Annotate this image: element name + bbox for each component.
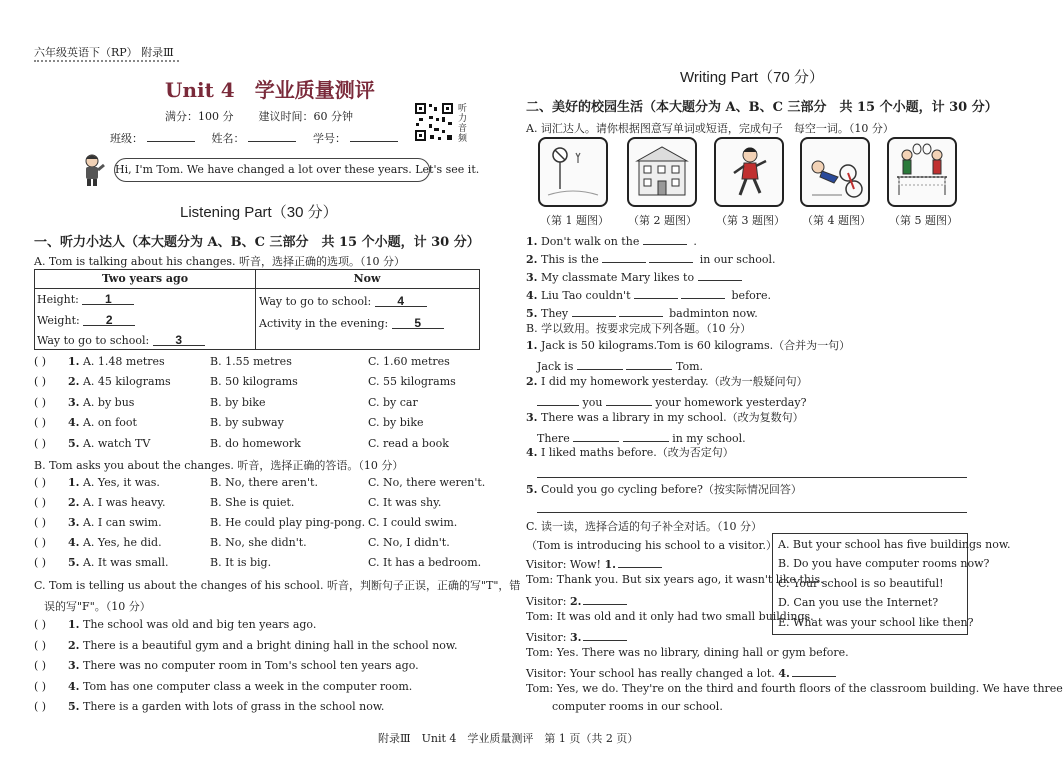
option-b-cell[interactable] [210,375,298,389]
picture-4 [800,137,870,207]
activity-blank[interactable] [392,316,444,329]
number-field[interactable] [350,129,398,142]
option-a: A. on foot [82,416,137,430]
q-num: 2. [526,375,538,388]
answer-blank[interactable] [618,555,662,568]
option-b: B. 1.55 metres [210,355,292,368]
writing-section-title: 二、美好的校园生活（本大题分为 A、B、C 三部分 共 15 个小题，计 30 分） [526,100,998,115]
question-row [34,496,166,510]
fill-question-row [526,268,745,285]
q-text: Tom has one computer class a week in the computer room. [82,679,413,693]
q-num: 1. [68,476,80,489]
answer-blank[interactable] [681,286,725,299]
height-blank[interactable] [82,292,134,305]
q-num: 5. [68,556,80,569]
dialog-line [552,700,723,714]
q-text: There was a library in my school.（改为复数句） [540,411,804,424]
writing-b-a3 [537,429,746,446]
fill-question-row [526,232,697,249]
answer-blank[interactable] [623,429,669,442]
book-tag [34,44,174,60]
picture-caption: （第 4 题图） [802,214,871,227]
answer-blank[interactable] [634,286,678,299]
answer-paren[interactable]: ( ) [34,416,47,430]
option-c-cell[interactable] [368,416,424,430]
dialog-line [526,628,627,645]
option-c: C. 55 kilograms [368,375,456,389]
answer-blank[interactable] [619,304,663,317]
option-c-cell[interactable] [368,476,485,490]
option-c-cell[interactable] [368,516,457,530]
option-b: B. do homework [210,436,301,450]
dialog-line [526,682,1063,696]
q-text: My classmate Mary likes to [540,271,695,284]
way-now-num: 4 [397,294,405,308]
q-num: 5. [68,436,80,450]
girl-running-icon [716,139,782,205]
question-row [34,700,384,714]
dialog-text: Tom: It was old and it only had two small buildings. [526,610,814,623]
way-past-blank[interactable] [153,333,205,346]
a-text: Tom. [675,360,704,373]
option-c-cell[interactable] [368,355,450,369]
answer-blank[interactable] [583,628,627,641]
answer-blank[interactable] [577,357,623,370]
table-right-row [259,294,427,308]
option-b-cell[interactable] [210,556,271,570]
answer-blank[interactable] [606,393,652,406]
picture-3 [714,137,784,207]
q-num: 3. [68,516,80,529]
a-text: There [537,432,570,445]
option-c: C. 1.60 metres [368,355,450,368]
q-text: The school was old and big ten years ago. [82,618,317,631]
q-num: 2. [68,638,80,652]
question-row [34,396,134,410]
table-header-left: Two years ago [35,270,256,289]
table-divider [255,288,256,349]
boy-icon [78,153,106,187]
dialog-text: Tom: Yes. There was no library, dining hall or gym before. [526,646,849,659]
option-a: A. by bus [82,395,135,409]
activity-num: 5 [414,316,422,330]
q-num: 5. [526,307,538,320]
q-num: 2. [68,375,80,389]
question-row [34,416,137,430]
dialog-line [526,664,836,681]
q-num: 3. [526,411,538,424]
q-num: 1. [526,339,538,352]
option-c: C. I could swim. [368,516,458,529]
option-b-cell[interactable] [210,416,284,430]
book-tag-text: 六年级英语下（RP） 附录Ⅲ [34,46,174,59]
q-text: badminton now. [669,307,758,320]
option-a: A. It was small. [82,556,169,569]
name-field[interactable] [248,129,296,142]
writing-b-a1 [537,357,703,374]
dialog-line [526,646,849,660]
option-item[interactable]: D. Can you use the Internet? [778,596,939,610]
table-left-row [37,292,134,306]
listening-a-instruction: A. Tom is talking about his changes. 听音，选择正确的选项。（10 分） [34,255,405,268]
option-item[interactable]: E. What was your school like then? [778,615,974,629]
option-c-cell[interactable] [368,396,418,410]
boy-illustration [78,153,106,187]
height-label: Height: [37,293,79,306]
option-b: B. It is big. [210,556,272,569]
answer-blank[interactable] [602,250,646,263]
writing-b-q5 [526,483,802,497]
class-label: 班级： [110,132,143,145]
q-num: 4. [68,679,80,693]
way-now-label: Way to go to school: [259,295,372,308]
suggested-time: 建议时间：60 分钟 [258,110,353,123]
q-text: I did my homework yesterday.（改为一般疑问句） [540,375,808,388]
option-c-cell[interactable] [368,496,441,510]
option-c: C. read a book [368,436,449,450]
changes-table [34,269,480,350]
question-row [34,437,150,451]
option-b-cell[interactable] [210,476,318,490]
q-num: 4. [778,667,790,680]
height-num: 1 [105,292,112,306]
option-c-cell[interactable] [368,556,481,570]
answer-paren[interactable]: ( ) [34,395,47,409]
book-tag-underline [34,60,179,62]
answer-blank[interactable] [649,250,693,263]
options-box [772,533,1011,635]
fill-question-row [526,250,775,267]
dialog-text: Visitor: Wow! [526,558,601,571]
weight-label: Weight: [37,314,80,327]
tf-answer-paren[interactable]: ( ) [34,659,47,673]
answer-paren[interactable]: ( ) [34,536,47,549]
name-label: 姓名： [211,132,245,145]
question-row [34,659,419,673]
option-b-cell[interactable] [210,496,294,510]
a-text: you [582,396,603,409]
option-c: C. No, there weren't. [368,476,486,489]
q-num: 3. [68,395,80,409]
q-num: 3. [68,659,80,673]
listening-b-instruction: B. Tom asks you about the changes. 听音，选择正确的答语。（10 分） [34,459,404,472]
option-a: A. 1.48 metres [82,355,165,368]
q-num: 3. [526,271,538,284]
a-text: Jack is [537,360,574,373]
option-b: B. by subway [210,416,284,430]
writing-c-intro: （Tom is introducing his school to a visitor.） [526,539,777,552]
way-past-num: 3 [175,333,183,347]
weight-num: 2 [105,313,113,327]
picture-5 [887,137,957,207]
badminton-icon [889,139,955,205]
q-num: 1. [604,558,616,571]
a-text: your homework yesterday? [655,396,807,409]
q-num: 2. [68,496,80,509]
tf-answer-paren[interactable]: ( ) [34,638,47,652]
way-past-label: Way to go to school: [37,334,150,347]
answer-line[interactable] [537,477,967,478]
dialog-text: Visitor: [526,595,567,608]
fill-question-row [526,304,758,321]
dialog-line [526,592,627,609]
writing-b-q4 [526,446,734,460]
q-text: They [540,307,569,320]
page-footer: 附录Ⅲ Unit 4 学业质量测评 第 1 页（共 2 页） [378,732,639,745]
tf-answer-paren[interactable]: ( ) [34,679,47,693]
listening-c-instruction-2: 误的写"F"。（10 分） [44,600,151,613]
writing-b-q3 [526,411,804,425]
question-row [34,476,160,490]
question-row [34,556,168,570]
dialog-line [526,610,814,624]
q-num: 4. [526,446,538,459]
q-num: 4. [68,536,80,549]
writing-a-instruction: A. 词汇达人。请你根据图意写单词或短语，完成句子 每空一词。（10 分） [526,122,894,135]
option-item[interactable]: B. Do you have computer rooms now? [778,557,990,571]
table-header-right: Now [255,270,479,289]
option-b-cell[interactable] [210,355,292,369]
listening-section-title: 一、听力小达人（本大题分为 A、B、C 三部分 共 15 个小题，计 30 分） [34,235,480,250]
dialog-text: Visitor: Your school has really changed a lot. [526,667,775,680]
option-c: C. It was shy. [368,496,442,509]
answer-paren[interactable]: ( ) [34,516,47,529]
q-text: I liked maths before.（改为否定句） [540,446,734,459]
picture-caption: （第 3 题图） [716,214,785,227]
writing-b-instruction: B. 学以致用。按要求完成下列各题。（10 分） [526,322,752,335]
q-text: There was no computer room in Tom's school ten years ago. [82,659,419,673]
building-icon [629,139,695,205]
answer-blank[interactable] [792,664,836,677]
option-b-cell[interactable] [210,437,301,451]
answer-blank[interactable] [537,393,579,406]
dialog-text: Tom: Thank you. But six years ago, it wasn't like this. [526,573,824,586]
q-text: Liu Tao couldn't [540,289,631,302]
answer-blank[interactable] [583,592,627,605]
student-info-row [110,129,398,146]
q-text: . [693,235,697,248]
a-text: in my school. [672,432,746,445]
q-text: There is a garden with lots of grass in the school now. [82,700,385,714]
table-right-row [259,316,444,330]
picture-1 [538,137,608,207]
qr-code-icon [414,102,454,142]
q-num: 1. [526,235,538,248]
option-a: A. 45 kilograms [82,375,171,389]
q-num: 4. [526,289,538,302]
dialog-line [526,555,662,572]
question-row [34,375,171,389]
meta-row [165,108,353,124]
q-text: in our school. [699,253,776,266]
boy-cycling-fall-icon [802,139,868,205]
audio-label: 听力音频 [458,104,468,144]
writing-part-title: Writing Part（70 分） [680,69,824,86]
speech-bubble [114,158,480,182]
option-b-cell[interactable] [210,516,365,530]
option-b: B. by bike [210,395,266,409]
question-row [34,355,165,369]
q-num: 2. [569,595,582,608]
table-left-row [37,333,205,347]
q-text: This is the [540,253,599,266]
q-text: Jack is 50 kilograms.Tom is 60 kilograms.（合并为一句） [540,339,851,352]
q-text: Don't walk on the [540,235,640,248]
q-text: before. [731,289,772,302]
question-row [34,618,316,632]
q-num: 4. [68,416,80,430]
answer-paren[interactable]: ( ) [34,556,47,569]
full-marks: 满分：100 分 [165,110,234,123]
q-text: Could you go cycling before?（按实际情况回答） [540,483,802,496]
tf-answer-paren[interactable]: ( ) [34,618,47,631]
option-c: C. No, I didn't. [368,536,450,549]
answer-blank[interactable] [643,232,687,245]
page-title: Unit 4 学业质量测评 [165,78,375,102]
option-b: B. She is quiet. [210,496,295,509]
speech-text: Hi, I'm Tom. We have changed a lot over these years. Let's see it. [115,163,480,176]
option-a: A. Yes, it was. [82,476,160,489]
option-c-cell[interactable] [368,437,449,451]
dialog-text: computer rooms in our school. [552,700,723,713]
option-b: B. 50 kilograms [210,375,298,389]
q-num: 2. [526,253,538,266]
option-c: C. It has a bedroom. [368,556,482,569]
option-c: C. by bike [368,416,424,430]
option-a: A. I was heavy. [82,496,166,509]
picture-caption: （第 2 题图） [628,214,697,227]
q-num: 5. [526,483,538,496]
answer-paren[interactable]: ( ) [34,375,47,389]
q-text: There is a beautiful gym and a bright dining hall in the school now. [82,638,458,652]
way-now-blank[interactable] [375,294,427,307]
listening-c-instruction-1: C. Tom is telling us about the changes of his school. 听音，判断句子正误，正确的写"T"，错 [34,579,521,592]
option-a: A. Yes, he did. [82,536,162,549]
tf-answer-paren[interactable]: ( ) [34,700,47,714]
answer-blank[interactable] [626,357,672,370]
question-row [34,680,412,694]
answer-paren[interactable]: ( ) [34,496,47,509]
q-num: 5. [68,700,80,714]
option-item[interactable]: A. But your school has five buildings now. [778,538,1011,551]
answer-paren[interactable]: ( ) [34,436,47,450]
question-row [34,536,162,550]
answer-blank[interactable] [573,429,619,442]
option-c-cell[interactable] [368,375,456,389]
no-walking-sign-icon [540,139,606,205]
picture-caption: （第 1 题图） [540,214,609,227]
writing-b-a2 [537,393,806,410]
dialog-text: Tom: Yes, we do. They're on the third and fourth floors of the classroom building. We have three [526,682,1063,695]
table-left-row [37,313,135,327]
option-b: B. No, there aren't. [210,476,318,489]
weight-blank[interactable] [83,313,135,326]
writing-b-q1 [526,339,850,353]
question-row [34,516,162,530]
option-b: B. No, she didn't. [210,536,307,549]
listening-part-title: Listening Part（30 分） [180,204,338,221]
question-row [34,639,458,653]
option-b-cell[interactable] [210,396,266,410]
option-a: A. I can swim. [82,516,162,529]
option-b-cell[interactable] [210,536,307,550]
number-label: 学号： [313,132,346,145]
writing-b-q2 [526,375,808,389]
activity-label: Activity in the evening: [259,317,389,330]
option-b: B. He could play ping-pong. [210,516,366,529]
fill-question-row [526,286,771,303]
option-a: A. watch TV [82,436,151,450]
answer-blank[interactable] [572,304,616,317]
class-field[interactable] [147,129,195,142]
qr-code[interactable] [414,102,454,142]
picture-caption: （第 5 题图） [889,214,958,227]
answer-paren[interactable]: ( ) [34,355,47,368]
writing-c-instruction: C. 读一读，选择合适的句子补全对话。（10 分） [526,520,763,533]
answer-paren[interactable]: ( ) [34,476,47,489]
q-num: 1. [68,618,80,631]
q-num: 3. [569,631,582,644]
answer-blank[interactable] [698,268,742,281]
option-c: C. by car [368,395,418,409]
option-item[interactable]: C. Your school is so beautiful! [778,576,944,590]
answer-line[interactable] [537,512,967,513]
option-c-cell[interactable] [368,536,450,550]
q-num: 1. [68,355,80,368]
picture-2 [627,137,697,207]
dialog-text: Visitor: [526,631,567,644]
